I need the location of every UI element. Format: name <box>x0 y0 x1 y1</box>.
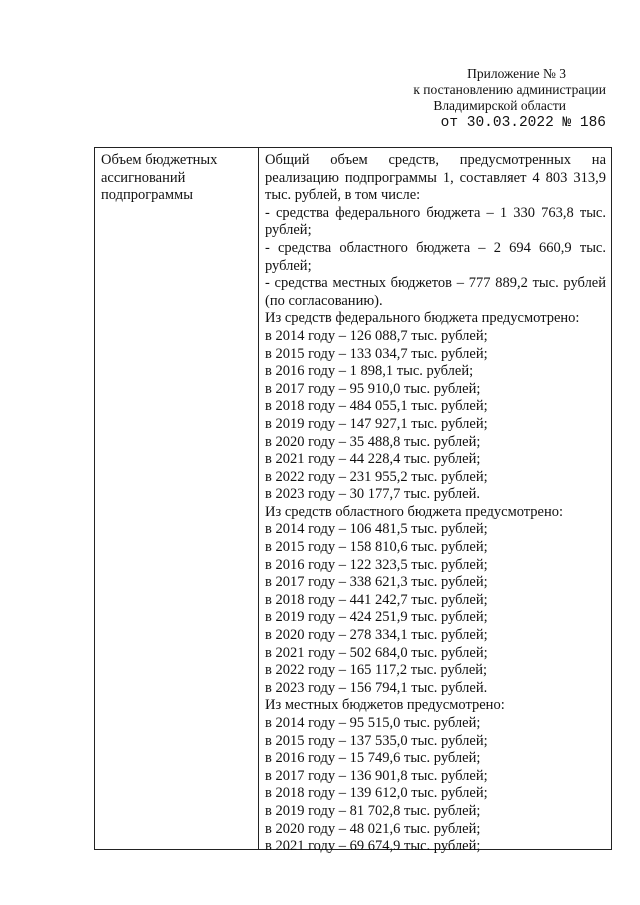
document-header <box>276 66 606 131</box>
federal-year-row: в 2021 году – 44 228,4 тыс. рублей; <box>265 451 481 468</box>
regional-year-row: в 2021 году – 502 684,0 тыс. рублей; <box>265 644 488 661</box>
regional-year-row: в 2023 году – 156 794,1 тыс. рублей. <box>265 679 488 696</box>
local-total-line: - средства местных бюджетов – 777 889,2 тыс. рублей (по согласованию). <box>265 275 606 309</box>
federal-total-line: - средства федерального бюджета – 1 330 763,8 тыс. рублей; <box>265 204 606 239</box>
regional-year-row: в 2014 году – 106 481,5 тыс. рублей; <box>265 521 488 538</box>
federal-year-row: в 2022 году – 231 955,2 тыс. рублей; <box>265 468 488 485</box>
regional-total-line: - средства областного бюджета – 2 694 660,9 тыс. рублей; <box>265 239 606 274</box>
local-year-row: в 2015 году – 137 535,0 тыс. рублей; <box>265 732 488 749</box>
federal-heading: Из средств федерального бюджета предусмотрено: <box>265 310 580 327</box>
total-funding-text: Общий объем средств, предусмотренных на реализацию подпрограммы 1, составляет 4 803 313,9 тыс. рублей, в том числе: <box>265 152 606 204</box>
regional-year-row: в 2019 году – 424 251,9 тыс. рублей; <box>265 609 488 626</box>
regional-year-list <box>265 521 606 697</box>
budget-table <box>94 147 612 855</box>
federal-year-row: в 2018 году – 484 055,1 тыс. рублей; <box>265 398 488 415</box>
regional-year-row: в 2022 году – 165 117,2 тыс. рублей; <box>265 662 488 679</box>
table-label-cell <box>95 148 259 849</box>
resolution-date-number: от 30.03.2022 № 186 <box>440 115 606 131</box>
regional-year-row: в 2020 году – 278 334,1 тыс. рублей; <box>265 627 488 644</box>
federal-year-row: в 2017 году – 95 910,0 тыс. рублей; <box>265 380 481 397</box>
local-year-list <box>265 715 606 856</box>
table-content-cell <box>259 148 611 855</box>
local-year-row: в 2020 году – 48 021,6 тыс. рублей; <box>265 820 481 837</box>
regional-year-row: в 2016 году – 122 323,5 тыс. рублей; <box>265 556 488 573</box>
appendix-number: Приложение № 3 <box>467 66 566 81</box>
federal-year-row: в 2015 году – 133 034,7 тыс. рублей; <box>265 345 488 362</box>
federal-year-list <box>265 328 606 504</box>
federal-year-row: в 2019 году – 147 927,1 тыс. рублей; <box>265 415 488 432</box>
local-year-row: в 2021 году – 69 674,9 тыс. рублей; <box>265 838 481 855</box>
local-year-row: в 2016 году – 15 749,6 тыс. рублей; <box>265 750 481 767</box>
region-name: Владимирской области <box>433 98 566 113</box>
local-year-row: в 2018 году – 139 612,0 тыс. рублей; <box>265 785 488 802</box>
federal-year-row: в 2020 году – 35 488,8 тыс. рублей; <box>265 433 481 450</box>
federal-year-row: в 2023 году – 30 177,7 тыс. рублей. <box>265 486 480 503</box>
federal-year-row: в 2014 году – 126 088,7 тыс. рублей; <box>265 327 488 344</box>
regional-heading: Из средств областного бюджета предусмотрено: <box>265 503 564 520</box>
local-year-row: в 2014 году – 95 515,0 тыс. рублей; <box>265 715 481 731</box>
local-year-row: в 2017 году – 136 901,8 тыс. рублей; <box>265 767 488 784</box>
resolution-reference: к постановлению администрации <box>413 82 606 97</box>
federal-year-row: в 2016 году – 1 898,1 тыс. рублей; <box>265 363 474 380</box>
local-heading: Из местных бюджетов предусмотрено: <box>265 697 505 714</box>
regional-year-row: в 2015 году – 158 810,6 тыс. рублей; <box>265 539 488 556</box>
budget-label: Объем бюджетных ассигнований подпрограммы <box>101 152 218 204</box>
regional-year-row: в 2018 году – 441 242,7 тыс. рублей; <box>265 591 488 608</box>
regional-year-row: в 2017 году – 338 621,3 тыс. рублей; <box>265 574 488 591</box>
local-year-row: в 2019 году – 81 702,8 тыс. рублей; <box>265 802 481 819</box>
